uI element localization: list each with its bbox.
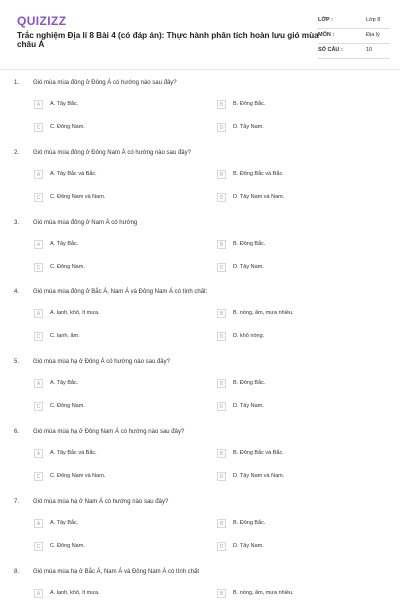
option-letter-box[interactable]: D: [217, 263, 226, 272]
option-letter-box[interactable]: B: [217, 100, 226, 109]
question-block: [0, 220, 400, 290]
question-text: Gió mùa mùa đông ở Đông Nam Á có hướng nào sau đây?: [33, 149, 191, 156]
meta-value: Lớp 8: [366, 17, 381, 23]
option-text: D. Tây Nam.: [233, 403, 264, 410]
option-text: A. Tây Bắc.: [50, 240, 79, 247]
option-letter-box[interactable]: A: [34, 309, 43, 318]
option-text: B. Đông Bắc.: [233, 240, 266, 247]
question-text: Gió mùa mùa đông ở Đông Á có hướng nào sau đây?: [33, 80, 177, 86]
option-text: D. Tây Nam và Nam.: [233, 473, 285, 479]
question-block: [0, 569, 400, 600]
option-text: D. Tây Nam và Nam.: [233, 193, 285, 200]
worksheet-meta: [318, 14, 390, 59]
meta-label: MÔN :: [318, 32, 335, 38]
option-letter-box[interactable]: B: [217, 589, 226, 598]
meta-value: 10: [366, 47, 373, 53]
meta-value: Địa lý: [366, 32, 380, 38]
option-text: A. lạnh, khô, ít mưa.: [50, 589, 100, 596]
meta-row-subject: [318, 29, 390, 44]
option-text: C. Đông Nam.: [50, 124, 85, 130]
option-text: B. Đông Bắc.: [233, 101, 266, 107]
option-letter-box[interactable]: D: [217, 193, 226, 202]
question-number: 2.: [14, 149, 20, 156]
question-number: 5.: [14, 359, 20, 366]
option-text: B. nóng, ẩm, mưa nhiều.: [233, 589, 294, 596]
option-text: D. Tây Nam.: [233, 263, 264, 270]
question-text: Gió mùa mùa hạ ở Nam Á có hướng nào sau đây?: [33, 498, 169, 505]
option-text: C. Đông Nam.: [50, 542, 85, 549]
question-block: [0, 289, 400, 359]
option-text: B. Đông Bắc.: [233, 380, 266, 387]
option-text: C. lạnh, ẩm.: [50, 333, 80, 340]
option-text: D. Tây Nam.: [233, 124, 264, 130]
worksheet-title: Trắc nghiệm Địa lí 8 Bài 4 (có đáp án): Thực hành phân tích hoàn lưu gió mùa châu Á: [17, 31, 319, 49]
question-text: Gió mùa mùa hạ ở Bắc Á, Nam Á và Đông Nam Á có tính chất: [33, 568, 200, 575]
option-letter-box[interactable]: C: [34, 472, 43, 481]
option-letter-box[interactable]: C: [34, 193, 43, 202]
question-block: [0, 150, 400, 220]
option-text: B. Đông Bắc.: [233, 519, 266, 526]
question-number: 4.: [14, 289, 20, 296]
option-letter-box[interactable]: A: [34, 379, 43, 388]
question-block: [0, 429, 400, 499]
worksheet-header: [0, 0, 400, 70]
option-letter-box[interactable]: D: [217, 332, 226, 341]
option-letter-box[interactable]: D: [217, 472, 226, 481]
option-letter-box[interactable]: A: [34, 170, 43, 179]
question-number: 3.: [14, 219, 20, 226]
question-text: Gió mùa mùa hạ ở Đông Á có hướng nào sau đây?: [33, 359, 170, 366]
header-divider: [0, 69, 400, 70]
option-letter-box[interactable]: C: [34, 263, 43, 272]
option-text: D. khô nóng.: [233, 333, 265, 340]
meta-label: LỚP :: [318, 17, 333, 23]
question-block: [0, 359, 400, 429]
option-text: A. Tây Bắc và Bắc.: [50, 450, 97, 456]
option-letter-box[interactable]: D: [217, 123, 226, 132]
option-text: C. Đông Nam và Nam.: [50, 473, 106, 479]
option-letter-box[interactable]: D: [217, 542, 226, 551]
option-text: B. Đông Bắc và Bắc.: [233, 170, 284, 177]
question-text: Gió mùa mùa hạ ở Đông Nam Á có hướng nào sau đây?: [33, 429, 185, 435]
option-text: C. Đông Nam.: [50, 263, 85, 270]
option-letter-box[interactable]: D: [217, 402, 226, 411]
question-text: Gió mùa mùa đông ở Nam Á có hướng: [33, 219, 138, 226]
option-letter-box[interactable]: B: [217, 170, 226, 179]
option-letter-box[interactable]: B: [217, 379, 226, 388]
question-number: 8.: [14, 568, 20, 575]
option-letter-box[interactable]: A: [34, 240, 43, 249]
meta-row-count: [318, 44, 390, 59]
option-letter-box[interactable]: B: [217, 449, 226, 458]
question-text: Gió mùa mùa đông ở Bắc Á, Nam Á và Đông Nam Á có tính chất:: [33, 289, 208, 296]
question-number: 6.: [14, 429, 20, 435]
option-letter-box[interactable]: A: [34, 519, 43, 528]
meta-row-class: [318, 14, 390, 29]
option-text: C. Đông Nam.: [50, 403, 85, 410]
option-text: C. Đông Nam và Nam.: [50, 193, 106, 200]
option-letter-box[interactable]: C: [34, 402, 43, 411]
question-block: [0, 499, 400, 569]
option-text: A. Tây Bắc và Bắc.: [50, 170, 97, 177]
option-letter-box[interactable]: A: [34, 100, 43, 109]
option-text: A. lạnh, khô, ít mưa.: [50, 310, 100, 317]
question-block: [0, 80, 400, 150]
option-letter-box[interactable]: B: [217, 240, 226, 249]
option-letter-box[interactable]: C: [34, 542, 43, 551]
option-letter-box[interactable]: B: [217, 519, 226, 528]
option-letter-box[interactable]: C: [34, 123, 43, 132]
option-text: A. Tây Bắc.: [50, 519, 79, 526]
option-letter-box[interactable]: C: [34, 332, 43, 341]
question-number: 7.: [14, 498, 20, 505]
option-text: A. Tây Bắc.: [50, 380, 79, 387]
option-letter-box[interactable]: A: [34, 589, 43, 598]
question-number: 1.: [14, 80, 20, 86]
option-letter-box[interactable]: A: [34, 449, 43, 458]
option-text: D. Tây Nam.: [233, 542, 264, 549]
option-text: B. Đông Bắc và Bắc.: [233, 450, 284, 456]
meta-label: SỐ CÂU :: [318, 47, 343, 53]
option-text: A. Tây Bắc.: [50, 101, 79, 107]
option-text: B. nóng, ẩm, mưa nhiều.: [233, 310, 294, 317]
quizizz-logo: QUIZIZZ: [17, 14, 67, 28]
option-letter-box[interactable]: B: [217, 309, 226, 318]
